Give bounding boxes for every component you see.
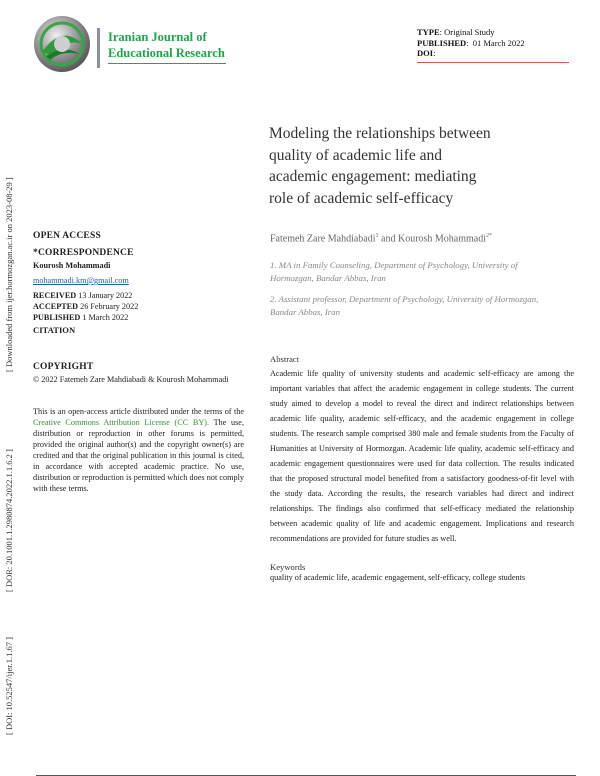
correspondence-email-link[interactable]: mohammadi.km@gmail.com — [33, 276, 129, 285]
license-after: The use, distribution or reproduction in other forums is permitted, provided the original author(s) and the copyright owner(s) are credited and that the original publication in this journal is cited, in accordance with accepted academic practice. No use, distribution or reproduction is permitted which does not comply with these terms. — [33, 418, 244, 493]
type-value: Original Study — [444, 27, 495, 37]
type-label: TYPE — [417, 27, 440, 37]
author-1: Fatemeh Zare Mahdiabadi — [270, 233, 376, 245]
meta-underline — [417, 62, 569, 63]
journal-name-line2: Educational Research — [108, 46, 225, 60]
title-line: role of academic self-efficacy — [269, 189, 454, 207]
affiliation-2: 2. Assistant professor, Department of Psychology, University of Hormozgan, Bandar Abbas, Iran — [270, 294, 539, 317]
doi-label: DOI — [417, 48, 434, 58]
downloaded-note: [ Downloaded from ijer.hormozgan.ac.ir on 2023-08-29 ] — [4, 177, 14, 372]
title-line: Modeling the relationships between — [269, 125, 491, 142]
author-2-mark: 2* — [486, 233, 493, 239]
journal-logo-icon — [32, 14, 92, 74]
received-label: RECEIVED — [33, 291, 77, 300]
affiliation-1: 1. MA in Family Counseling, Department of Psychology, University of Hormozgan, Bandar Abbas, Iran — [270, 260, 518, 283]
journal-name-line1: Iranian Journal of — [108, 30, 207, 44]
citation-heading: CITATION — [33, 325, 76, 335]
accepted-label: ACCEPTED — [33, 302, 79, 311]
cc-by-license-link[interactable]: Creative Commons Attribution License (CC BY). — [33, 418, 210, 427]
keywords-text: quality of academic life, academic engagement, self-efficacy, college students — [270, 573, 526, 582]
author-list — [270, 233, 492, 244]
dor-note: [ DOR: 20.1001.1.2980874.2022.1.1.6.2 ] — [4, 449, 14, 592]
logo-divider — [97, 28, 100, 68]
license-before: This is an open-access article distributed under the terms of the — [33, 407, 244, 416]
abstract-text: Academic life quality of university students and academic self-efficacy are among the important variables that affect the academic engagement in college students. The current study aimed to develop a model to reveal the direct and indirect relationships between academic life quality, academic self-efficacy, and the academic engagement in college students. The research sample comprised 380 male and female students from the Faculty of Humanities at University of Hormozgan. Academic life quality, academic self-efficacy and academic engagement questionnaires were used for data collection. The results indicated that the proposed structural model benefited from a satisfactory goodness-of-fit level with the study data. According the results, the research variables had direct and indirect relationships. The findings also confirmed that self-efficacy mediated the relationship between academic quality of life and academic engagement. Implications and research recommendations are provided for future studies as well. — [270, 369, 574, 543]
correspondence-heading: *CORRESPONDENCE — [33, 248, 134, 258]
published-label-left: PUBLISHED — [33, 313, 81, 322]
published-value-left: 1 March 2022 — [82, 313, 129, 322]
copyright-text: © 2022 Fatemeh Zare Mahdiabadi & Kourosh Mohammadi — [33, 375, 229, 384]
author-join: and — [381, 233, 396, 245]
journal-underline — [108, 63, 226, 64]
license-text — [33, 406, 244, 494]
keywords-heading: Keywords — [270, 562, 306, 572]
author-1-mark: 1 — [375, 233, 379, 239]
accepted-value: 26 February 2022 — [80, 302, 139, 311]
open-access-label: OPEN ACCESS — [33, 231, 101, 241]
journal-name[interactable] — [108, 29, 225, 61]
title-line: academic engagement: mediating — [269, 168, 477, 185]
received-value: 13 January 2022 — [78, 291, 133, 300]
published-label: PUBLISHED — [417, 37, 467, 48]
author-2: Kourosh Mohammadi — [397, 233, 487, 245]
abstract-heading: Abstract — [270, 354, 300, 364]
copyright-heading: COPYRIGHT — [33, 362, 94, 372]
doi-note: [ DOI: 10.52547/ijer.1.1.67 ] — [4, 637, 14, 735]
article-title — [269, 123, 529, 209]
article-meta: TYPE: Original Study PUBLISHED: 01 March 2022 DOI: — [417, 27, 525, 58]
correspondence-name: Kourosh Mohammadi — [33, 261, 111, 270]
title-line: quality of academic life and — [269, 146, 443, 164]
published-value: 01 March 2022 — [472, 37, 525, 48]
article-dates — [33, 290, 244, 323]
